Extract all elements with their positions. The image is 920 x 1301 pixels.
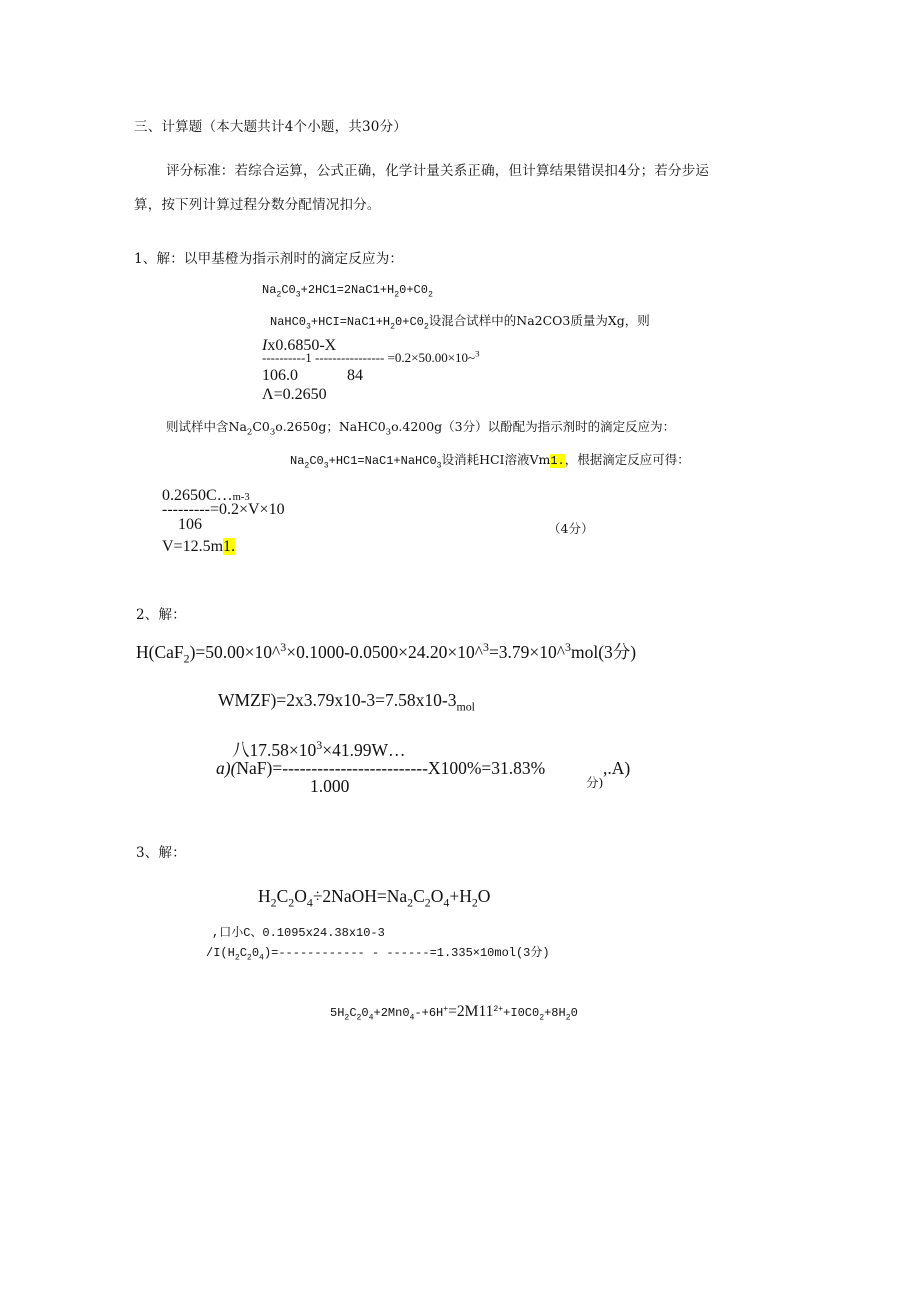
q1-result-x: Λ=0.2650	[262, 386, 327, 403]
q1-fraction-1-denominator-2: 84	[347, 367, 363, 384]
q2-side-mark: ,.A)	[603, 758, 631, 778]
q1-score-note: （4分）	[548, 521, 594, 536]
q3-equation-1: $H_2C_2O_4\div 2NaOH=Na_2C_2O_4+H_2O$	[258, 886, 491, 910]
q2-line-2: $WMZF)=2x3.79x10-3=7.58x10-3_{mol}$	[218, 690, 475, 714]
q2-fraction-denominator: 1.000	[310, 776, 350, 796]
q1-fraction-1-line: ----------1 ---------------- =0.2×50.00×10~$^3$	[262, 348, 480, 365]
q1-result-v: V=12.5m1.	[162, 538, 236, 555]
q2-fraction-numerator: 八$17.58\times 10^3\times 41.99W\dots$	[232, 738, 406, 760]
q1-equation-1: $Na_2C0_3+2HC1=2NaC1+H_20+C0_2$	[262, 283, 433, 300]
q2-line-1: H(CaF$_2$)=50.00×10^$^3$×0.1000-0.0500×24.20×10^$^3$=3.79×10^$^3$mol(3分)	[136, 640, 637, 666]
q3-equation-2: $5H_2C_20_4+2Mn0_4-+6H^+=2M11^{2+}+I0C0_2+8H_20$	[330, 1003, 578, 1023]
q1-label: 1、解：以甲基橙为指示剂时的滴定反应为：	[134, 251, 404, 267]
grading-criteria-line-1: 评分标准：若综合运算，公式正确，化学计量关系正确，但计算结果错误扣4分；若分步运	[166, 163, 710, 179]
highlight-mark: 1.	[223, 538, 236, 555]
q2-fraction-line: a)(NaF)=-------------------------X100%=31.83%	[216, 758, 546, 778]
highlight-mark: 1.	[550, 454, 565, 468]
q3-label: 3、解：	[136, 845, 186, 861]
q1-fraction-2-line: ---------=0.2×V×10	[162, 501, 285, 518]
q2-score-fen: 分)	[586, 775, 604, 790]
section-heading: 三、计算题（本大题共计4个小题，共30分）	[134, 119, 407, 135]
q3-moles-numerator: ,口小C、0.1095x24.38x10-3	[212, 926, 385, 940]
grading-criteria-line-2: 算，按下列计算过程分数分配情况扣分。	[134, 197, 381, 213]
q2-label: 2、解：	[136, 607, 186, 623]
q1-fraction-2-denominator: 106	[178, 516, 202, 533]
q1-equation-2: $NaHC0_3+HCI=NaC1+H_20+C0_2$设混合试样中的Na2CO3质量为Xg，则	[270, 313, 650, 332]
q1-fraction-1-numerator: Ix0.6850-X	[262, 337, 337, 354]
q1-fraction-2-numerator: 0.2650C…m-3	[162, 487, 250, 504]
q3-moles-line: $/I(H_2C_20_4)=------------ - ------=1.335\times 10mol(3$分)	[206, 946, 550, 963]
q1-sample-content: 则试样中含$Na_2C0_3o.2650g$；$NaHC0_3o.4200g(3$分）以酚配为指示剂时的滴定反应为：	[166, 419, 676, 438]
q1-equation-3: $Na_2C0_3+HC1=NaC1+NaHC0_3$设消耗HCI溶液Vm1.，根据滴定反应可得：	[290, 452, 690, 471]
q1-fraction-1-denominator-1: 106.0	[262, 367, 298, 384]
